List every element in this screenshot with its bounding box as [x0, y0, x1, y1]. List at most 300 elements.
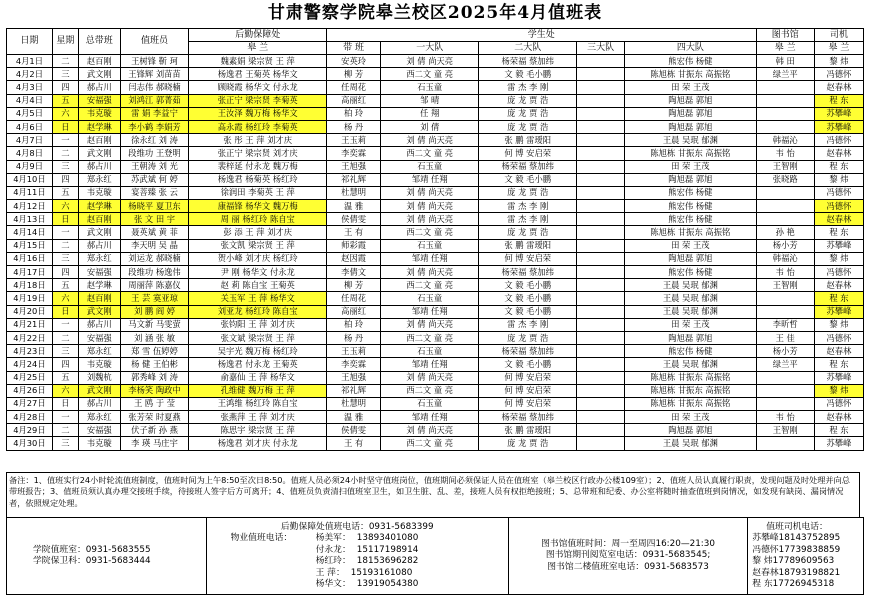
logistics-cell: 杨逸君 付永龙 王菊英: [189, 358, 327, 371]
logistics-cell: 裴梓延 付永龙 魏万梅: [189, 160, 327, 173]
weekday-cell: 二: [52, 239, 78, 252]
brigade-1-cell: 刘 倩 尚天亮: [381, 371, 479, 384]
logistics-cell: 张正宁 梁宗贤 李菊英: [189, 94, 327, 107]
driver-phone-title: 值班司机电话：: [766, 521, 828, 532]
weekday-cell: 二: [52, 55, 78, 68]
logistics-cell: 周 丽 杨红玲 陈自宝: [189, 213, 327, 226]
logistics-cell: 刘亚龙 杨红玲 陈自宝: [189, 305, 327, 318]
table-row: [7, 437, 864, 450]
logistics-cell: 徐润田 李菊英 王 萍: [189, 186, 327, 199]
brigade-1-cell: 刘 倩 尚天亮: [381, 55, 479, 68]
weekday-cell: 四: [52, 173, 78, 186]
date-cell: 4月16日: [7, 252, 53, 265]
date-cell: 4月10日: [7, 173, 53, 186]
brigade-3-cell: [577, 120, 625, 133]
weekday-cell: 日: [52, 397, 78, 410]
school-duty-label: 学院值班室：: [33, 544, 86, 555]
driver-cell: 程 东: [814, 160, 863, 173]
logistics-cell: 王汝泽 魏万梅 杨华文: [189, 107, 327, 120]
driver-cell: 黎 炜: [814, 173, 863, 186]
brigade-3-cell: [577, 200, 625, 213]
staff-cell: 王树锋 靳 珂: [120, 55, 189, 68]
logistics-cell: 陈思宇 梁宗贤 王 萍: [189, 424, 327, 437]
table-row: [7, 384, 864, 397]
weekday-cell: 日: [52, 213, 78, 226]
lead-cell: 王 有: [327, 226, 381, 239]
header-library-gaolan: 皋 兰: [756, 42, 814, 55]
page-title: 甘肃警察学院皋兰校区2025年4月值班表: [267, 3, 603, 23]
lead-cell: 柏 玲: [327, 107, 381, 120]
table-row: [7, 345, 864, 358]
brigade-4-cell: 熊宏伟 杨健: [625, 345, 756, 358]
chief-cell: 赵学琳: [78, 120, 120, 133]
table-row: [7, 292, 864, 305]
library-cell: [756, 200, 814, 213]
brigade-2-cell: 文 毅 毛小鹏: [479, 279, 577, 292]
logistics-cell: 尹 刚 杨华文 付永龙: [189, 266, 327, 279]
weekday-cell: 六: [52, 292, 78, 305]
brigade-2-cell: 庞 龙 贾 浩: [479, 107, 577, 120]
driver-cell: 苏攀峰: [814, 239, 863, 252]
brigade-2-cell: 雷 杰 李 刚: [479, 318, 577, 331]
weekday-cell: 六: [52, 200, 78, 213]
table-row: [7, 147, 864, 160]
logistics-phone-label: 后勤保障处值班电话：: [280, 521, 369, 532]
brigade-1-cell: 刘 倩: [381, 120, 479, 133]
table-row: [7, 213, 864, 226]
chief-cell: 武文刚: [78, 147, 120, 160]
chief-cell: 韦克璇: [78, 358, 120, 371]
lead-cell: 王玉莉: [327, 345, 381, 358]
brigade-1-cell: 刘 倩 尚天亮: [381, 318, 479, 331]
brigade-3-cell: [577, 266, 625, 279]
brigade-4-cell: 田 荣 王茂: [625, 81, 756, 94]
logistics-cell: 张文凯 梁宗贤 王 萍: [189, 239, 327, 252]
brigade-1-cell: 西二文 童 亮: [381, 384, 479, 397]
header-logistics-gaolan: 皋 兰: [189, 42, 327, 55]
library-cell: 孙 艳: [756, 226, 814, 239]
brigade-2-cell: 庞 龙 贾 浩: [479, 226, 577, 239]
library-cell: [756, 371, 814, 384]
brigade-1-cell: 石玉童: [381, 397, 479, 410]
brigade-3-cell: [577, 81, 625, 94]
brigade-3-cell: [577, 134, 625, 147]
brigade-1-cell: 西二文 童 亮: [381, 331, 479, 344]
logistics-cell: 魏素娟 梁宗贤 王 萍: [189, 55, 327, 68]
table-row: [7, 160, 864, 173]
lead-cell: 祁礼辉: [327, 173, 381, 186]
date-cell: 4月24日: [7, 358, 53, 371]
lead-cell: 柳 芳: [327, 279, 381, 292]
brigade-2-cell: 张 鹏 雷瑷阳: [479, 424, 577, 437]
date-cell: 4月9日: [7, 160, 53, 173]
date-cell: 4月28日: [7, 411, 53, 424]
library-contacts: [509, 518, 748, 594]
chief-cell: 郑永红: [78, 252, 120, 265]
driver-cell: 黎 炜: [814, 384, 863, 397]
chief-cell: 韦克璇: [78, 437, 120, 450]
brigade-1-cell: 刘 倩 尚天亮: [381, 134, 479, 147]
table-row: [7, 134, 864, 147]
library-cell: 韩 田: [756, 55, 814, 68]
lead-cell: 王 有: [327, 437, 381, 450]
driver-cell: 赵春林: [814, 147, 863, 160]
brigade-3-cell: [577, 55, 625, 68]
date-cell: 4月8日: [7, 147, 53, 160]
brigade-4-cell: 陈旭栋 甘振东 高振铭: [625, 397, 756, 410]
weekday-cell: 一: [52, 318, 78, 331]
brigade-2-cell: 文 毅 毛小鹏: [479, 173, 577, 186]
weekday-cell: 三: [52, 437, 78, 450]
date-cell: 4月4日: [7, 94, 53, 107]
brigade-3-cell: [577, 160, 625, 173]
table-row: [7, 424, 864, 437]
brigade-2-cell: 杨荣福 蔡加纬: [479, 345, 577, 358]
chief-cell: 安福强: [78, 266, 120, 279]
chief-cell: 赵学琳: [78, 279, 120, 292]
property-contact-name: 杨华文：: [315, 579, 351, 589]
date-cell: 4月6日: [7, 120, 53, 133]
library-cell: [756, 107, 814, 120]
date-cell: 4月15日: [7, 239, 53, 252]
weekday-cell: 四: [52, 358, 78, 371]
lead-cell: 王旭强: [327, 160, 381, 173]
weekday-cell: 四: [52, 81, 78, 94]
library-cell: [756, 186, 814, 199]
brigade-3-cell: [577, 213, 625, 226]
driver-cell: 冯德怀: [814, 200, 863, 213]
property-contact-phone: 15193161080: [350, 567, 413, 578]
brigade-2-cell: 文 毅 毛小鹏: [479, 68, 577, 81]
lead-cell: 王旭强: [327, 371, 381, 384]
staff-cell: 刘运龙 郝晓楠: [120, 252, 189, 265]
library-cell: [756, 305, 814, 318]
header-brigade-3: 三大队: [577, 42, 625, 55]
logistics-cell: 顾晓霞 杨华文 付永龙: [189, 81, 327, 94]
property-contact-name: 杨美军：: [315, 533, 351, 543]
property-contact-phone: 13893401080: [356, 533, 419, 543]
staff-cell: 杨晓平 夏卫东: [120, 200, 189, 213]
property-contact-phone: 18153696282: [356, 556, 419, 566]
property-contact-name: 付永龙：: [315, 544, 351, 555]
header-library: 图书馆: [756, 29, 814, 42]
table-row: [7, 200, 864, 213]
brigade-3-cell: [577, 239, 625, 252]
weekday-cell: 一: [52, 134, 78, 147]
date-cell: 4月19日: [7, 292, 53, 305]
driver-phone: 程 东17726945318: [752, 579, 835, 589]
logistics-cell: 张文斌 梁宗贤 王 萍: [189, 331, 327, 344]
library-cell: [756, 437, 814, 450]
library-cell: 韩福沁: [756, 252, 814, 265]
chief-cell: 安福强: [78, 424, 120, 437]
brigade-4-cell: 王晨 吴珉 郁渊: [625, 358, 756, 371]
brigade-1-cell: 刘 倩 尚天亮: [381, 200, 479, 213]
date-cell: 4月11日: [7, 186, 53, 199]
logistics-cell: 吴宇光 魏万梅 杨红玲: [189, 345, 327, 358]
driver-cell: 程 东: [814, 424, 863, 437]
logistics-cell: 彭 添 王 萍 刘才庆: [189, 226, 327, 239]
lead-cell: 高丽红: [327, 305, 381, 318]
weekday-cell: 五: [52, 94, 78, 107]
logistics-cell: 俞嘉仙 王 萍 杨华文: [189, 371, 327, 384]
table-row: [7, 397, 864, 410]
driver-cell: 冯德怀: [814, 186, 863, 199]
brigade-3-cell: [577, 331, 625, 344]
brigade-2-cell: 雷 杰 李 刚: [479, 81, 577, 94]
staff-cell: 王朝涛 刘 光: [120, 160, 189, 173]
date-cell: 4月22日: [7, 331, 53, 344]
brigade-2-cell: 文 毅 毛小鹏: [479, 292, 577, 305]
library-cell: [756, 94, 814, 107]
logistics-cell: 张燕萍 王 萍 刘才庆: [189, 411, 327, 424]
logistics-cell: 关玉军 王 萍 杨华文: [189, 292, 327, 305]
driver-cell: 程 东: [814, 226, 863, 239]
library-cell: 王 佳: [756, 331, 814, 344]
chief-cell: 郑永红: [78, 173, 120, 186]
property-contact-name: 杨红玲：: [315, 556, 351, 566]
header-brigade-1: 一大队: [381, 42, 479, 55]
driver-cell: 赵春林: [814, 345, 863, 358]
brigade-2-cell: 庞 龙 贾 浩: [479, 94, 577, 107]
library-cell: 王智刚: [756, 160, 814, 173]
brigade-1-cell: 邹靖 任翔: [381, 305, 479, 318]
logistics-contacts: [207, 518, 509, 594]
chief-cell: 武文刚: [78, 68, 120, 81]
staff-cell: 段维功 杨逸伟: [120, 266, 189, 279]
brigade-3-cell: [577, 397, 625, 410]
lead-cell: 杜慧明: [327, 397, 381, 410]
lead-cell: 侯倩雯: [327, 424, 381, 437]
brigade-3-cell: [577, 384, 625, 397]
weekday-cell: 一: [52, 226, 78, 239]
driver-cell: 冯德怀: [814, 266, 863, 279]
staff-cell: 郭秀峰 刘 涛: [120, 371, 189, 384]
lead-cell: 王玉莉: [327, 134, 381, 147]
library-duty-phone: 图书馆二楼值班室电话：0931-5683573: [547, 561, 709, 572]
chief-cell: 安福强: [78, 94, 120, 107]
chief-cell: 郝占川: [78, 160, 120, 173]
staff-cell: 郑 雪 伍婷婷: [120, 345, 189, 358]
logistics-cell: 杨逸君 王菊英 杨华文: [189, 68, 327, 81]
weekday-cell: 二: [52, 147, 78, 160]
staff-cell: 聂英斌 黄 菲: [120, 226, 189, 239]
date-cell: 4月20日: [7, 305, 53, 318]
brigade-2-cell: 文 毅 毛小鹏: [479, 305, 577, 318]
weekday-cell: 一: [52, 411, 78, 424]
driver-phone: 冯德怀17739838859: [752, 544, 841, 555]
remarks: 备注：1、值班实行24小时轮流值班制度，值班时间为上午8:50至次日8:50。值班人员必须24小时坚守值班岗位，值班期间必须保证人员在值班室（皋兰校区行政办公楼109室）；2、值班人员认真履行职责，发现问题及时处理并向总带班报告；3、值班员须认真办理交接班手续，待接班人签字后方可离开；4、值班员负责清扫值班室卫生，如卫生脏、乱、差，接班人员有权拒绝接班；5、总带班和纪委、办公室将随时抽查值班到岗情况，如发现有缺岗、漏岗情况者，依照规定处理。: [6, 472, 860, 518]
header-chief: 总带班: [78, 29, 120, 55]
logistics-cell: 张 彤 王 萍 刘才庆: [189, 134, 327, 147]
header-lead: 带 班: [327, 42, 381, 55]
chief-cell: 郑永红: [78, 345, 120, 358]
table-row: [7, 68, 864, 81]
library-cell: [756, 213, 814, 226]
brigade-2-cell: 何 博 安启荣: [479, 147, 577, 160]
logistics-cell: 王鸿维 杨红玲 陈自宝: [189, 397, 327, 410]
staff-cell: 李天明 吴 晶: [120, 239, 189, 252]
driver-cell: 赵春林: [814, 81, 863, 94]
brigade-4-cell: 熊宏伟 杨健: [625, 186, 756, 199]
library-cell: 杨小芳: [756, 345, 814, 358]
brigade-4-cell: 熊宏伟 杨健: [625, 200, 756, 213]
chief-cell: 赵百刚: [78, 134, 120, 147]
library-cell: [756, 292, 814, 305]
header-weekday: 星期: [52, 29, 78, 55]
library-cell: 杨小芳: [756, 239, 814, 252]
table-row: [7, 331, 864, 344]
table-row: [7, 318, 864, 331]
driver-phone: 赵春林18793198821: [752, 567, 841, 578]
brigade-2-cell: 庞 龙 贾 浩: [479, 120, 577, 133]
logistics-cell: 孔维健 魏万梅 王 萍: [189, 384, 327, 397]
driver-cell: 苏攀峰: [814, 107, 863, 120]
lead-cell: 柏 玲: [327, 318, 381, 331]
lead-cell: 杨 丹: [327, 120, 381, 133]
logistics-cell: 康福锋 杨华文 魏万梅: [189, 200, 327, 213]
logistics-cell: 张正宁 梁宗贤 刘才庆: [189, 147, 327, 160]
lead-cell: 赵因霞: [327, 252, 381, 265]
lead-cell: 杨 丹: [327, 331, 381, 344]
lead-cell: 温 雅: [327, 411, 381, 424]
staff-cell: 李杨笑 陶政中: [120, 384, 189, 397]
driver-phone: 黎 炜17789609563: [752, 556, 835, 566]
brigade-4-cell: 陶旭磊 郭旭: [625, 331, 756, 344]
brigade-3-cell: [577, 252, 625, 265]
brigade-3-cell: [577, 371, 625, 384]
library-cell: 绿兰平: [756, 68, 814, 81]
library-cell: 绿兰平: [756, 358, 814, 371]
chief-cell: 安福强: [78, 331, 120, 344]
driver-cell: 冯德怀: [814, 397, 863, 410]
brigade-2-cell: 张 鹏 雷瑷阳: [479, 134, 577, 147]
brigade-3-cell: [577, 358, 625, 371]
driver-cell: 苏攀峰: [814, 437, 863, 450]
staff-cell: 张 文 田 宇: [120, 213, 189, 226]
header-brigade-4: 四大队: [625, 42, 756, 55]
lead-cell: 高丽红: [327, 94, 381, 107]
weekday-cell: 三: [52, 160, 78, 173]
date-cell: 4月29日: [7, 424, 53, 437]
staff-cell: 王锋辉 刘苗苗: [120, 68, 189, 81]
brigade-4-cell: 王晨 吴珉 郁渊: [625, 279, 756, 292]
brigade-4-cell: 王晨 吴珉 郁渊: [625, 134, 756, 147]
brigade-2-cell: 杨荣福 蔡加纬: [479, 160, 577, 173]
weekday-cell: 日: [52, 305, 78, 318]
date-cell: 4月23日: [7, 345, 53, 358]
table-row: [7, 266, 864, 279]
brigade-2-cell: 何 博 安启荣: [479, 384, 577, 397]
lead-cell: 安英玲: [327, 55, 381, 68]
brigade-1-cell: 邹靖 任翔: [381, 411, 479, 424]
lead-cell: 任周花: [327, 81, 381, 94]
lead-cell: 李倩文: [327, 266, 381, 279]
brigade-4-cell: 熊宏伟 杨健: [625, 55, 756, 68]
brigade-3-cell: [577, 279, 625, 292]
chief-cell: 郝占川: [78, 397, 120, 410]
library-cell: 韦 怡: [756, 266, 814, 279]
date-cell: 4月5日: [7, 107, 53, 120]
logistics-cell: 高永霞 杨红玲 李菊英: [189, 120, 327, 133]
date-cell: 4月17日: [7, 266, 53, 279]
brigade-3-cell: [577, 437, 625, 450]
brigade-2-cell: 文 毅 毛小鹏: [479, 358, 577, 371]
brigade-4-cell: 陈旭栋 甘振东 高振铭: [625, 68, 756, 81]
table-row: [7, 55, 864, 68]
brigade-4-cell: 陶旭磊 郭旭: [625, 120, 756, 133]
chief-cell: 郝占川: [78, 318, 120, 331]
weekday-cell: 三: [52, 252, 78, 265]
driver-cell: 程 东: [814, 94, 863, 107]
header-driver-gaolan: 皋 兰: [814, 42, 863, 55]
date-cell: 4月27日: [7, 397, 53, 410]
driver-cell: 程 东: [814, 358, 863, 371]
staff-cell: 刘 鹏 阎 婷: [120, 305, 189, 318]
chief-cell: 赵学琳: [78, 200, 120, 213]
brigade-3-cell: [577, 226, 625, 239]
driver-cell: 程 东: [814, 292, 863, 305]
date-cell: 4月18日: [7, 279, 53, 292]
chief-cell: 赵百刚: [78, 213, 120, 226]
lead-cell: 任周花: [327, 292, 381, 305]
library-periodical-phone: 图书馆期刊阅览室电话：0931-5683545;: [545, 550, 711, 561]
brigade-4-cell: 田 荣 王茂: [625, 160, 756, 173]
library-cell: [756, 384, 814, 397]
brigade-1-cell: 石玉童: [381, 81, 479, 94]
chief-cell: 郝占川: [78, 81, 120, 94]
table-row: [7, 81, 864, 94]
weekday-cell: 三: [52, 345, 78, 358]
brigade-4-cell: 陈旭栋 甘振东 高振铭: [625, 384, 756, 397]
brigade-3-cell: [577, 68, 625, 81]
driver-cell: 苏攀峰: [814, 305, 863, 318]
brigade-4-cell: 田 荣 王茂: [625, 318, 756, 331]
weekday-cell: 二: [52, 424, 78, 437]
staff-cell: 马文新 马雯萤: [120, 318, 189, 331]
lead-cell: 温 雅: [327, 200, 381, 213]
weekday-cell: 三: [52, 68, 78, 81]
weekday-cell: 四: [52, 266, 78, 279]
logistics-cell: 杨逸君 杨菊英 杨红玲: [189, 173, 327, 186]
brigade-1-cell: 石玉童: [381, 160, 479, 173]
lead-cell: 李奕霖: [327, 358, 381, 371]
date-cell: 4月2日: [7, 68, 53, 81]
brigade-1-cell: 邹靖 任翔: [381, 358, 479, 371]
brigade-2-cell: 张 鹏 雷瑷阳: [479, 239, 577, 252]
staff-cell: 宴菩臻 张 云: [120, 186, 189, 199]
driver-cell: 赵春林: [814, 279, 863, 292]
chief-cell: 刘魏杭: [78, 371, 120, 384]
header-driver: 司机: [814, 29, 863, 42]
brigade-3-cell: [577, 107, 625, 120]
chief-cell: 郝占川: [78, 239, 120, 252]
library-cell: 王智刚: [756, 424, 814, 437]
library-cell: 王智刚: [756, 279, 814, 292]
brigade-1-cell: 西二文 童 亮: [381, 68, 479, 81]
brigade-2-cell: 何 博 安启荣: [479, 397, 577, 410]
table-row: [7, 358, 864, 371]
brigade-4-cell: 陶旭磊 郭旭: [625, 173, 756, 186]
brigade-3-cell: [577, 305, 625, 318]
driver-cell: 黎 炜: [814, 318, 863, 331]
driver-cell: 赵春林: [814, 411, 863, 424]
brigade-2-cell: 庞 龙 贾 浩: [479, 186, 577, 199]
staff-cell: 徐永红 刘 涛: [120, 134, 189, 147]
brigade-2-cell: 杨荣福 蔡加纬: [479, 411, 577, 424]
brigade-1-cell: 石玉童: [381, 345, 479, 358]
library-cell: 张晓路: [756, 173, 814, 186]
